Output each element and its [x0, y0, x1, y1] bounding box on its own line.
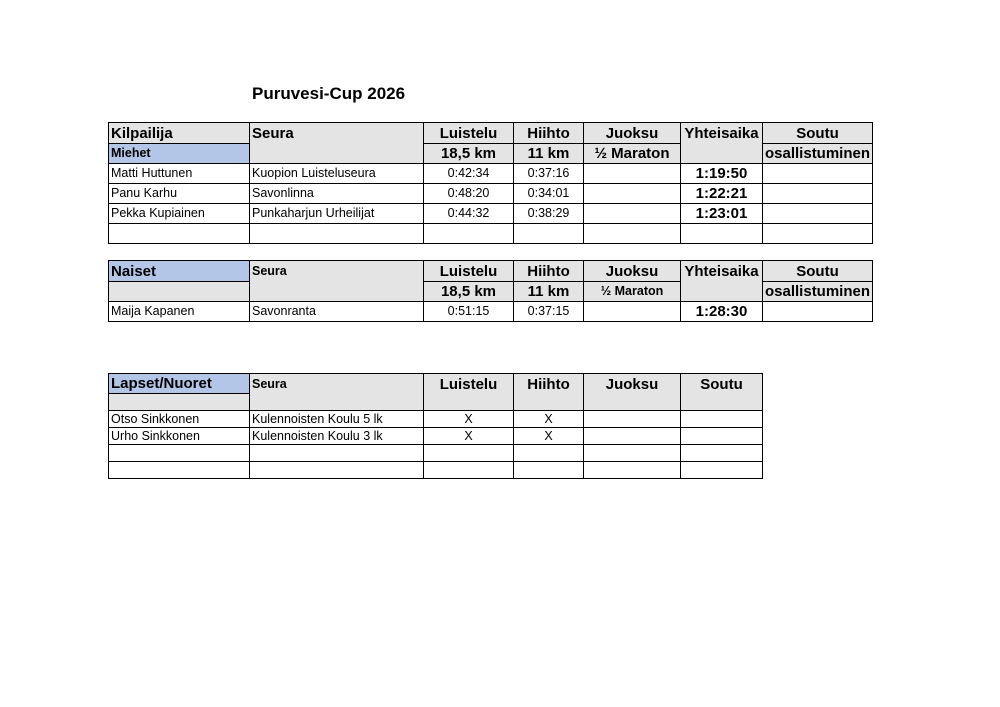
running-time — [584, 184, 681, 204]
header-total: Yhteisaika — [681, 123, 763, 164]
men-results-table — [108, 122, 873, 244]
women-results-table — [108, 260, 873, 322]
table-row — [109, 164, 873, 184]
competitor-name: Matti Huttunen — [109, 164, 250, 184]
category-label-youth: Lapset/Nuoret — [109, 374, 250, 394]
skating-time: 0:44:32 — [424, 204, 514, 224]
header-running: Juoksu — [584, 261, 681, 282]
competitor-name: Panu Karhu — [109, 184, 250, 204]
header-rowing-sub: osallistuminen — [763, 282, 873, 302]
club-name: Punkaharjun Urheilijat — [250, 204, 424, 224]
club-name: Kulennoisten Koulu 5 lk — [250, 411, 424, 428]
empty-row — [109, 224, 873, 244]
table-row — [109, 302, 873, 322]
header-club: Seura — [250, 123, 424, 164]
header-skating: Luistelu — [424, 261, 514, 282]
category-label-women: Naiset — [109, 261, 250, 282]
club-name: Kuopion Luisteluseura — [250, 164, 424, 184]
rowing-participation — [763, 204, 873, 224]
header-rowing: Soutu — [681, 374, 763, 411]
competitor-name: Urho Sinkkonen — [109, 428, 250, 445]
header-skating-distance: 18,5 km — [424, 144, 514, 164]
running-time — [584, 204, 681, 224]
header-rowing: Soutu — [763, 123, 873, 144]
table-row — [109, 184, 873, 204]
running-mark — [584, 428, 681, 445]
table-row — [109, 428, 763, 445]
header-skiing-distance: 11 km — [514, 144, 584, 164]
header-skiing: Hiihto — [514, 123, 584, 144]
skiing-time: 0:34:01 — [514, 184, 584, 204]
competitor-name: Pekka Kupiainen — [109, 204, 250, 224]
category-label-men: Miehet — [109, 144, 250, 164]
table-row — [109, 204, 873, 224]
header-rowing: Soutu — [763, 261, 873, 282]
rowing-participation — [763, 184, 873, 204]
total-time: 1:19:50 — [681, 164, 763, 184]
header-total: Yhteisaika — [681, 261, 763, 302]
running-mark — [584, 411, 681, 428]
header-running-distance: ½ Maraton — [584, 144, 681, 164]
rowing-mark — [681, 411, 763, 428]
header-competitor: Kilpailija — [109, 123, 250, 144]
running-time — [584, 164, 681, 184]
empty-row — [109, 462, 763, 479]
skiing-mark: X — [514, 411, 584, 428]
club-name: Kulennoisten Koulu 3 lk — [250, 428, 424, 445]
skiing-time: 0:37:15 — [514, 302, 584, 322]
total-time: 1:22:21 — [681, 184, 763, 204]
header-club: Seura — [250, 261, 424, 302]
header-running: Juoksu — [584, 374, 681, 411]
header-skating: Luistelu — [424, 374, 514, 411]
header-skiing-distance: 11 km — [514, 282, 584, 302]
total-time: 1:28:30 — [681, 302, 763, 322]
total-time: 1:23:01 — [681, 204, 763, 224]
competitor-name: Maija Kapanen — [109, 302, 250, 322]
header-skiing: Hiihto — [514, 261, 584, 282]
youth-results-table — [108, 373, 763, 479]
skating-mark: X — [424, 411, 514, 428]
header-skating: Luistelu — [424, 123, 514, 144]
header-club: Seura — [250, 374, 424, 411]
rowing-participation — [763, 164, 873, 184]
rowing-participation — [763, 302, 873, 322]
header-skating-distance: 18,5 km — [424, 282, 514, 302]
skating-time: 0:42:34 — [424, 164, 514, 184]
header-rowing-sub: osallistuminen — [763, 144, 873, 164]
skating-time: 0:51:15 — [424, 302, 514, 322]
page-title: Puruvesi-Cup 2026 — [252, 84, 406, 103]
competitor-name: Otso Sinkkonen — [109, 411, 250, 428]
skating-mark: X — [424, 428, 514, 445]
skiing-time: 0:38:29 — [514, 204, 584, 224]
club-name: Savonlinna — [250, 184, 424, 204]
club-name: Savonranta — [250, 302, 424, 322]
header-skiing: Hiihto — [514, 374, 584, 411]
skating-time: 0:48:20 — [424, 184, 514, 204]
empty-row — [109, 445, 763, 462]
header-running-distance: ½ Maraton — [584, 282, 681, 302]
header-running: Juoksu — [584, 123, 681, 144]
table-row — [109, 411, 763, 428]
skiing-time: 0:37:16 — [514, 164, 584, 184]
rowing-mark — [681, 428, 763, 445]
running-time — [584, 302, 681, 322]
skiing-mark: X — [514, 428, 584, 445]
